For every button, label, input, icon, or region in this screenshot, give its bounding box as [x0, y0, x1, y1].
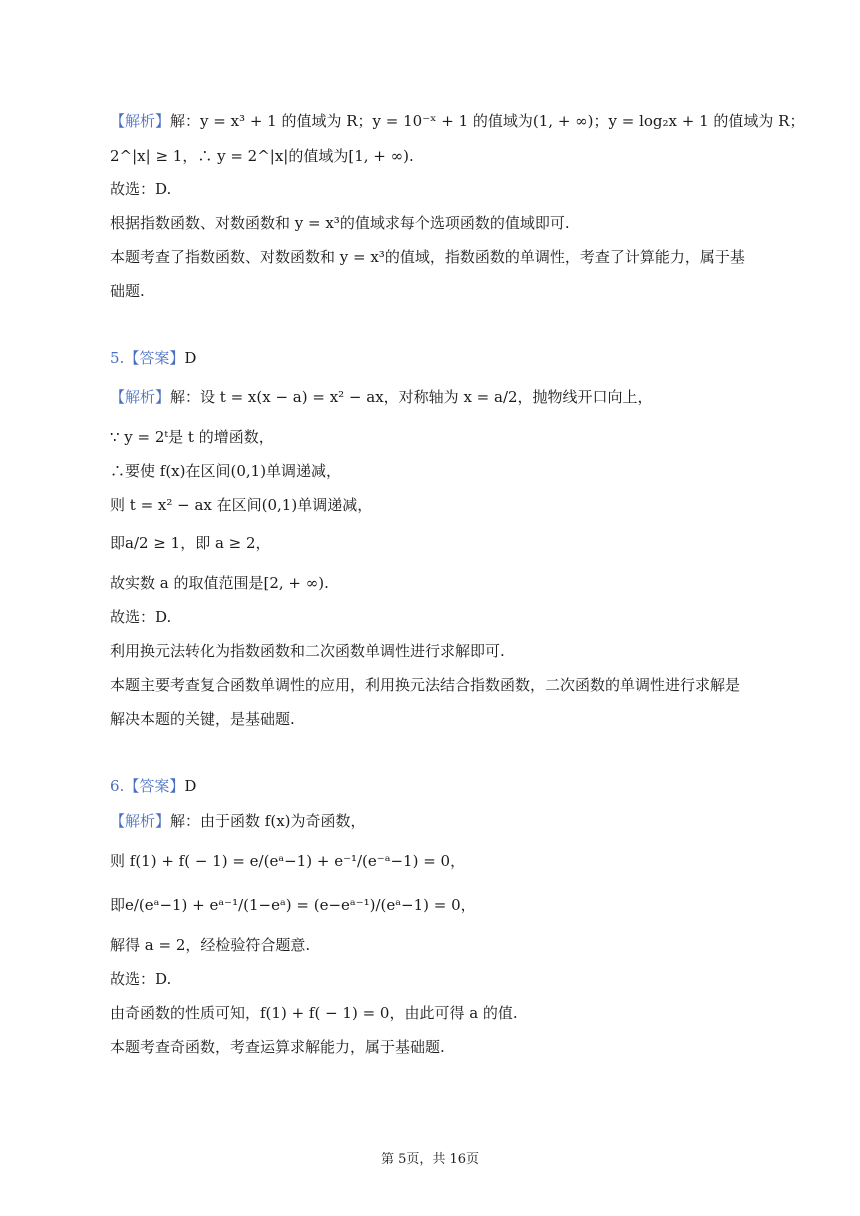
text-line — [110, 1002, 518, 1024]
text-line — [110, 968, 171, 990]
answer-value: D — [184, 777, 197, 795]
text-line — [110, 640, 505, 662]
line-text: 本题考查了指数函数、对数函数和 y = x³的值域，指数函数的单调性，考查了计算能力，属于基 — [110, 248, 745, 266]
line-text: 解决本题的关键，是基础题. — [110, 710, 295, 728]
text-line — [110, 532, 271, 554]
text-line — [110, 280, 145, 302]
text-line — [110, 606, 171, 628]
line-text: 解：y = x³ + 1 的值域为 R；y = 10⁻ˣ + 1 的值域为(1, + ∞)；y = log₂x + 1 的值域为 R； — [170, 112, 805, 130]
answer-value: D — [184, 349, 197, 367]
text-line — [110, 460, 341, 482]
line-text: 础题. — [110, 282, 145, 300]
line-text: 故选：D. — [110, 970, 172, 988]
line-text: 解得 a = 2，经检验符合题意. — [110, 936, 311, 954]
text-line — [110, 494, 372, 516]
line-text: 由奇函数的性质可知，f(1) + f( − 1) = 0，由此可得 a 的值. — [110, 1004, 518, 1022]
text-line — [110, 810, 366, 832]
line-text: 根据指数函数、对数函数和 y = x³的值域求每个选项函数的值域即可. — [110, 214, 570, 232]
text-line — [110, 110, 804, 132]
text-line — [110, 708, 295, 730]
line-text: ∴要使 f(x)在区间(0,1)单调递减， — [110, 462, 342, 480]
line-text: 本题主要考查复合函数单调性的应用，利用换元法结合指数函数，二次函数的单调性进行求解是 — [110, 676, 741, 694]
page-footer: 第 5页，共 16页 — [380, 1152, 480, 1167]
line-text: 解：设 t = x(x − a) = x² − ax，对称轴为 x = a/2，抛物线开口向上， — [170, 388, 653, 406]
answer-tag: 【答案】 — [124, 349, 185, 367]
line-text: 即a/2 ≥ 1，即 a ≥ 2， — [110, 534, 271, 552]
analysis-tag: 【解析】 — [110, 388, 171, 406]
text-line — [110, 894, 476, 916]
text-line — [110, 572, 329, 594]
line-text: 则 t = x² − ax 在区间(0,1)单调递减， — [110, 496, 373, 514]
text-line — [110, 674, 740, 696]
text-line — [110, 426, 274, 448]
answer-tag: 【答案】 — [124, 777, 185, 795]
text-line — [110, 850, 465, 872]
answer-heading — [110, 347, 196, 369]
line-text: 则 f(1) + f( − 1) = e/(eᵃ−1) + e⁻¹/(e⁻ᵃ−1) = 0， — [110, 852, 466, 870]
text-line — [110, 145, 414, 167]
line-text: 解：由于函数 f(x)为奇函数， — [170, 812, 366, 830]
text-line — [110, 212, 570, 234]
line-text: 故实数 a 的取值范围是[2, + ∞). — [110, 574, 329, 592]
text-line — [110, 386, 653, 408]
line-text: 故选：D. — [110, 608, 172, 626]
line-text: ∵ y = 2ᵗ是 t 的增函数， — [110, 428, 274, 446]
text-line — [110, 1036, 445, 1058]
line-text: 故选：D. — [110, 180, 172, 198]
analysis-tag: 【解析】 — [110, 112, 171, 130]
text-line — [110, 934, 310, 956]
answer-heading — [110, 775, 196, 797]
question-number: 5. — [110, 349, 125, 367]
text-line — [110, 246, 745, 268]
analysis-tag: 【解析】 — [110, 812, 171, 830]
text-line — [110, 178, 171, 200]
line-text: 即e/(eᵃ−1) + eᵃ⁻¹/(1−eᵃ) = (e−eᵃ⁻¹)/(eᵃ−1) = 0， — [110, 896, 476, 914]
line-text: 2^|x| ≥ 1，∴ y = 2^|x|的值域为[1, + ∞). — [110, 147, 414, 165]
question-number: 6. — [110, 777, 125, 795]
line-text: 利用换元法转化为指数函数和二次函数单调性进行求解即可. — [110, 642, 505, 660]
line-text: 本题考查奇函数，考查运算求解能力，属于基础题. — [110, 1038, 445, 1056]
